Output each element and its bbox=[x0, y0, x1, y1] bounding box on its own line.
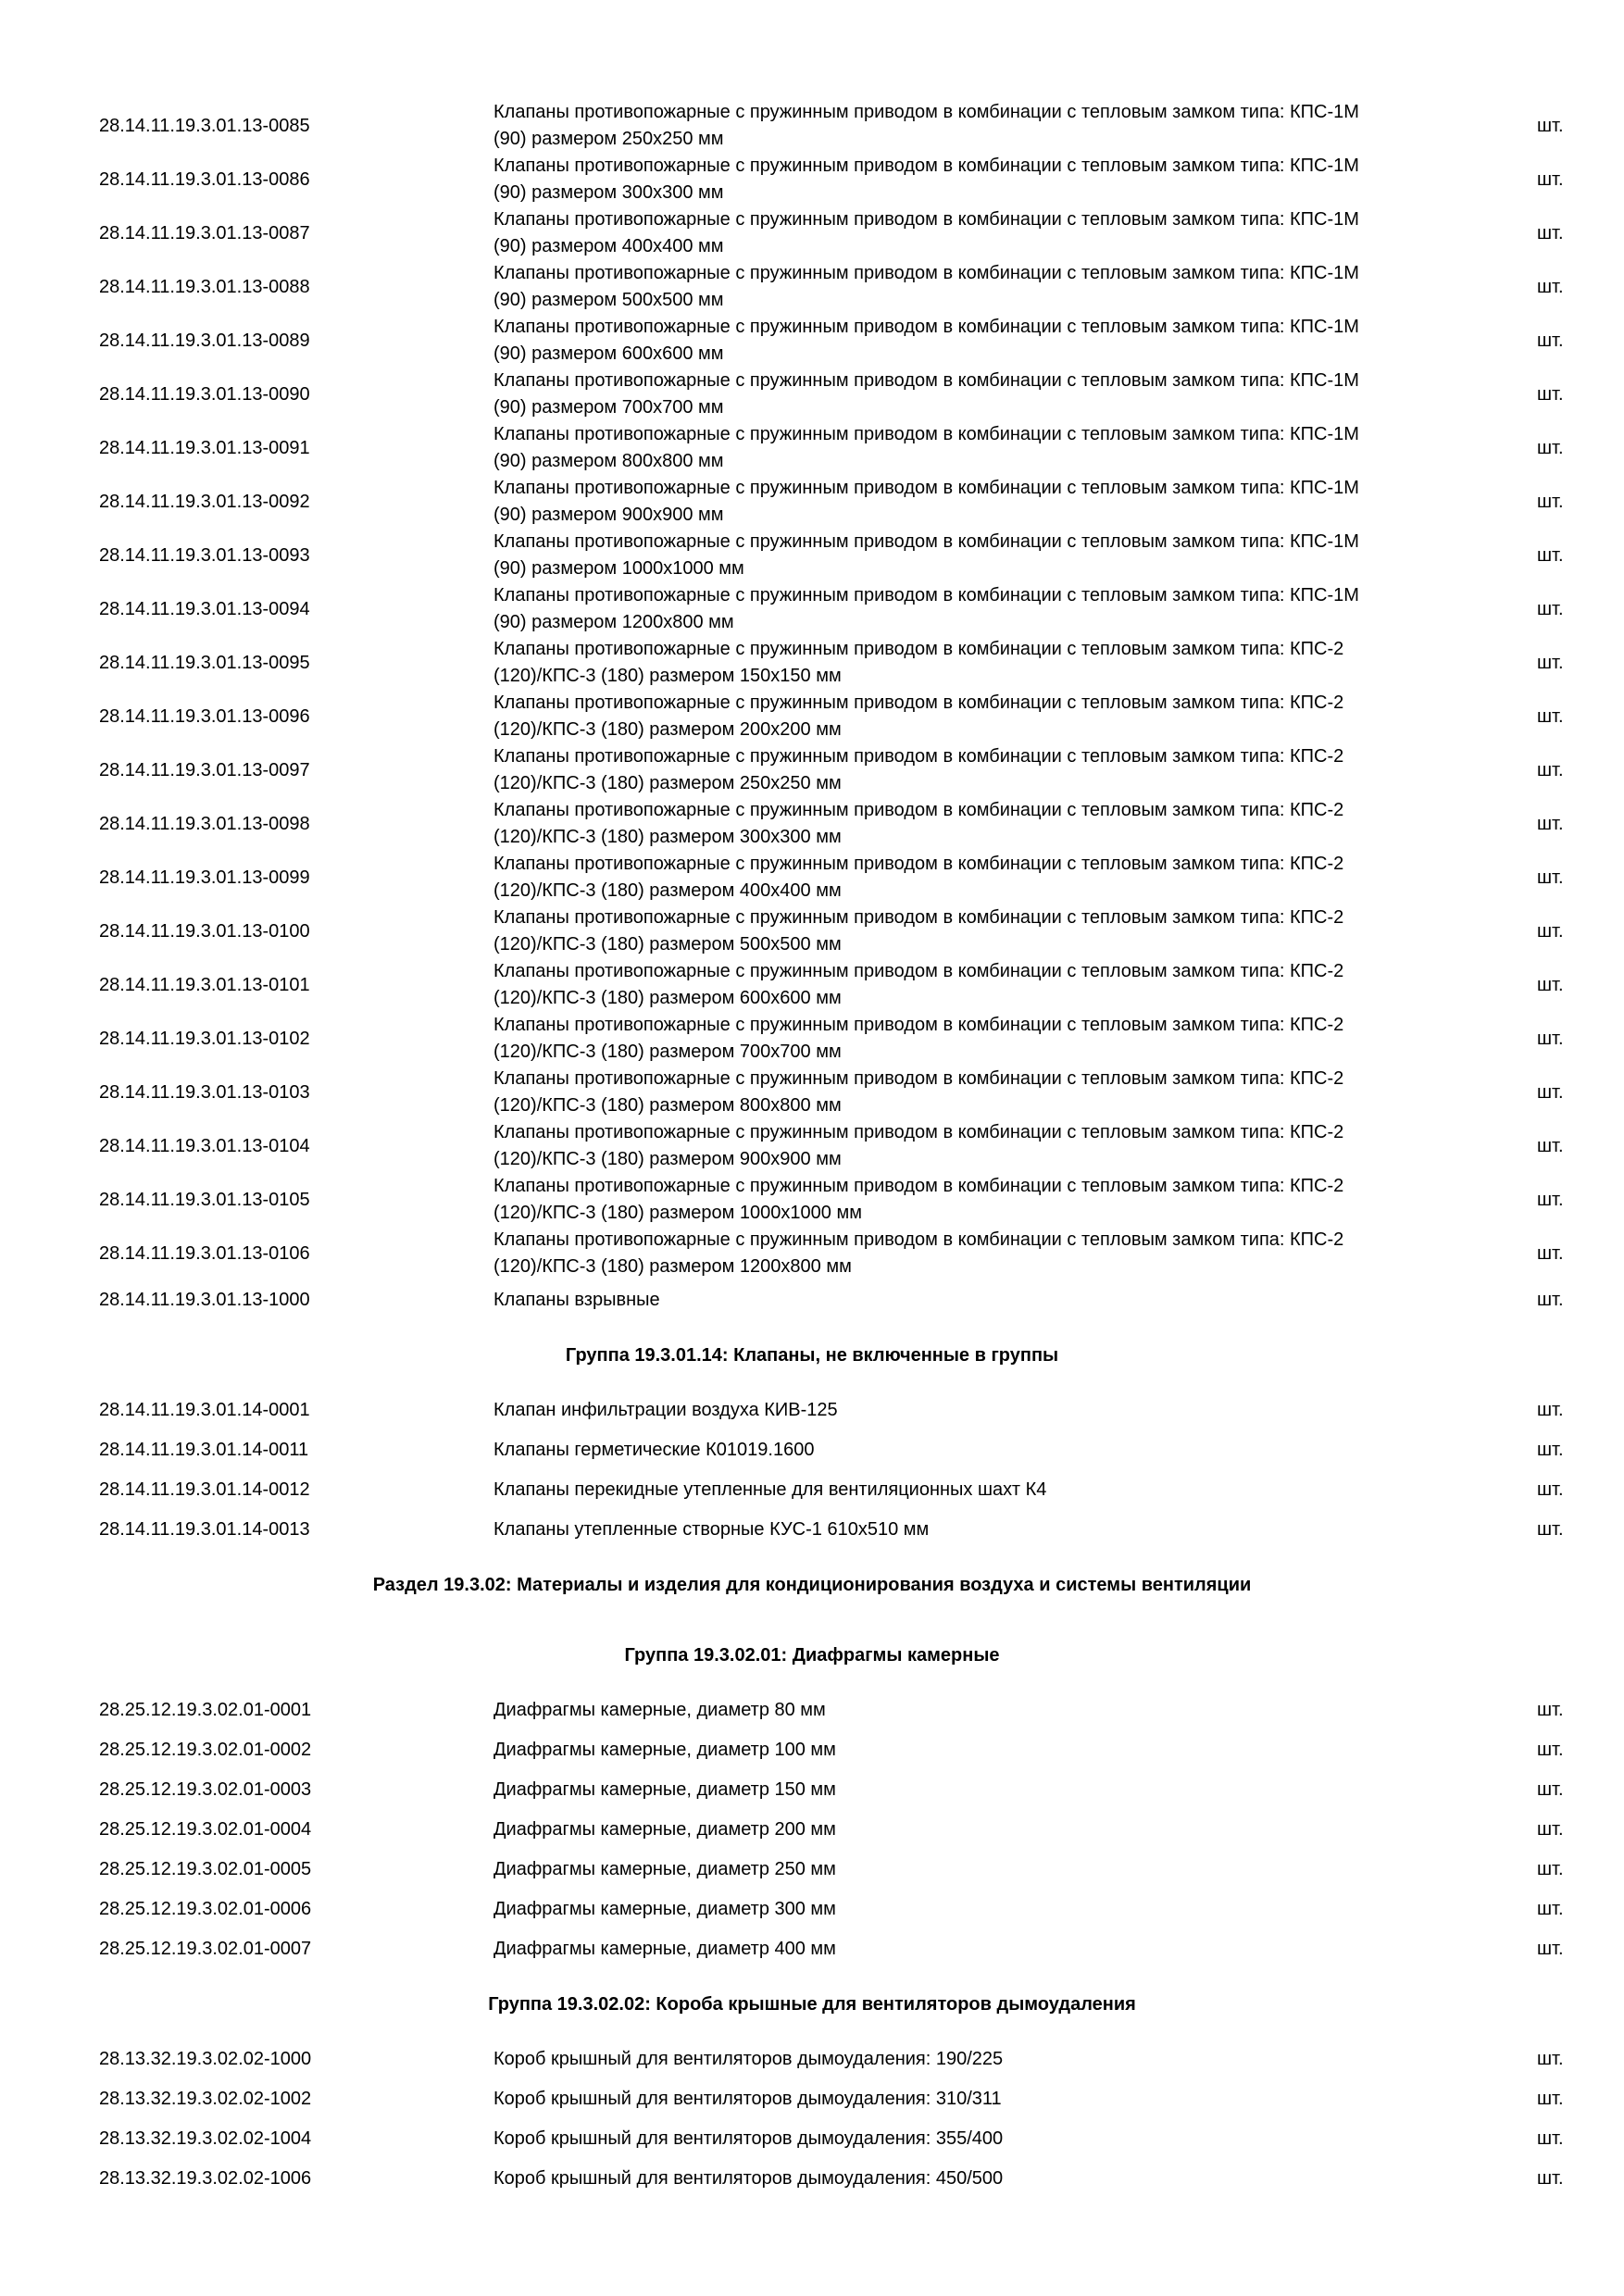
item-description bbox=[493, 475, 1493, 529]
item-description bbox=[493, 314, 1493, 368]
item-code: 28.14.11.19.3.01.13-0102 bbox=[99, 1028, 310, 1049]
description-line: (90) размером 700x700 мм bbox=[493, 397, 724, 418]
item-code: 28.14.11.19.3.01.13-0092 bbox=[99, 491, 310, 512]
item-description bbox=[493, 958, 1493, 1012]
item-description bbox=[493, 1012, 1493, 1066]
item-unit: шт. bbox=[1537, 168, 1564, 190]
item-code: 28.14.11.19.3.01.13-0105 bbox=[99, 1189, 310, 1210]
item-description bbox=[493, 529, 1493, 582]
item-code: 28.14.11.19.3.01.13-0106 bbox=[99, 1242, 310, 1264]
description-line: Клапаны противопожарные с пружинным приводом в комбинации с тепловым замком типа: КПС-1М bbox=[493, 531, 1359, 552]
description-line: Клапаны взрывные bbox=[493, 1290, 660, 1310]
item-description bbox=[493, 2159, 1493, 2199]
description-line: Короб крышный для вентиляторов дымоудаления: 310/311 bbox=[493, 2089, 1002, 2109]
table-row bbox=[0, 1227, 1624, 1280]
description-line: Диафрагмы камерные, диаметр 100 мм bbox=[493, 1740, 836, 1760]
item-code: 28.14.11.19.3.01.13-0097 bbox=[99, 759, 310, 780]
item-unit: шт. bbox=[1537, 1135, 1564, 1156]
table-row bbox=[0, 260, 1624, 314]
table-row bbox=[0, 797, 1624, 851]
item-code: 28.14.11.19.3.01.13-0091 bbox=[99, 437, 310, 458]
description-line: Клапаны перекидные утепленные для вентиляционных шахт К4 bbox=[493, 1479, 1047, 1500]
item-description bbox=[493, 153, 1493, 206]
item-code: 28.13.32.19.3.02.02-1002 bbox=[99, 2089, 312, 2109]
description-line: (120)/КПС-3 (180) размером 1200x800 мм bbox=[493, 1256, 852, 1277]
item-description bbox=[493, 1430, 1493, 1470]
description-line: (90) размером 500x500 мм bbox=[493, 290, 724, 310]
item-code: 28.14.11.19.3.01.14-0012 bbox=[99, 1479, 310, 1500]
table-row bbox=[0, 1391, 1624, 1430]
table-row bbox=[0, 368, 1624, 421]
item-code: 28.14.11.19.3.01.13-0101 bbox=[99, 974, 310, 995]
item-description bbox=[493, 1280, 1493, 1320]
item-description bbox=[493, 1173, 1493, 1227]
description-line: Короб крышный для вентиляторов дымоудаления: 190/225 bbox=[493, 2049, 1004, 2069]
group-heading: Группа 19.3.02.01: Диафрагмы камерные bbox=[624, 1644, 1000, 1666]
item-description bbox=[493, 1929, 1493, 1969]
item-description bbox=[493, 582, 1493, 636]
item-description bbox=[493, 2119, 1493, 2159]
item-unit: шт. bbox=[1537, 1899, 1564, 1919]
item-code: 28.14.11.19.3.01.14-0013 bbox=[99, 1519, 310, 1540]
item-code: 28.13.32.19.3.02.02-1004 bbox=[99, 2128, 312, 2149]
description-line: (90) размером 800x800 мм bbox=[493, 451, 724, 471]
item-description bbox=[493, 2079, 1493, 2119]
item-description bbox=[493, 1730, 1493, 1770]
description-line: Диафрагмы камерные, диаметр 250 мм bbox=[493, 1859, 836, 1879]
item-description bbox=[493, 1066, 1493, 1119]
table-row bbox=[0, 1119, 1624, 1173]
item-unit: шт. bbox=[1537, 705, 1564, 727]
item-unit: шт. bbox=[1537, 652, 1564, 673]
item-description bbox=[493, 1691, 1493, 1730]
description-line: (120)/КПС-3 (180) размером 300x300 мм bbox=[493, 827, 842, 847]
description-line: Клапаны противопожарные с пружинным приводом в комбинации с тепловым замком типа: КПС-2 bbox=[493, 1176, 1344, 1196]
description-line: Клапаны противопожарные с пружинным приводом в комбинации с тепловым замком типа: КПС-2 bbox=[493, 907, 1344, 928]
item-unit: шт. bbox=[1537, 1242, 1564, 1264]
document-page bbox=[0, 99, 1624, 2199]
item-code: 28.14.11.19.3.01.13-0100 bbox=[99, 920, 310, 942]
description-line: (90) размером 250x250 мм bbox=[493, 129, 724, 149]
table-row bbox=[0, 582, 1624, 636]
item-description bbox=[493, 1510, 1493, 1550]
item-unit: шт. bbox=[1537, 813, 1564, 834]
item-description bbox=[493, 743, 1493, 797]
item-unit: шт. bbox=[1537, 1859, 1564, 1879]
item-code: 28.14.11.19.3.01.13-0103 bbox=[99, 1081, 310, 1103]
description-line: Клапаны герметические К01019.1600 bbox=[493, 1440, 815, 1460]
description-line: Клапаны утепленные створные КУС-1 610x510 мм bbox=[493, 1519, 930, 1540]
description-line: Клапаны противопожарные с пружинным приводом в комбинации с тепловым замком типа: КПС-2 bbox=[493, 1229, 1344, 1250]
item-code: 28.25.12.19.3.02.01-0007 bbox=[99, 1939, 312, 1959]
description-line: Клапаны противопожарные с пружинным приводом в комбинации с тепловым замком типа: КПС-1М bbox=[493, 478, 1359, 498]
table-row bbox=[0, 1173, 1624, 1227]
group-heading: Группа 19.3.01.14: Клапаны, не включенные в группы bbox=[565, 1344, 1059, 1366]
description-line: (120)/КПС-3 (180) размером 700x700 мм bbox=[493, 1042, 842, 1062]
item-description bbox=[493, 2040, 1493, 2079]
description-line: Клапаны противопожарные с пружинным приводом в комбинации с тепловым замком типа: КПС-2 bbox=[493, 1015, 1344, 1035]
section-heading: Раздел 19.3.02: Материалы и изделия для кондиционирования воздуха и системы вентиляции bbox=[372, 1574, 1252, 1595]
item-unit: шт. bbox=[1537, 1740, 1564, 1760]
table-row bbox=[0, 99, 1624, 153]
table-row bbox=[0, 1890, 1624, 1929]
item-code: 28.14.11.19.3.01.14-0001 bbox=[99, 1400, 310, 1420]
item-code: 28.25.12.19.3.02.01-0001 bbox=[99, 1700, 312, 1720]
item-description bbox=[493, 1850, 1493, 1890]
item-unit: шт. bbox=[1537, 1819, 1564, 1840]
table-row bbox=[0, 314, 1624, 368]
table-row bbox=[0, 529, 1624, 582]
table-row bbox=[0, 1430, 1624, 1470]
item-description bbox=[493, 1810, 1493, 1850]
description-line: Короб крышный для вентиляторов дымоудаления: 355/400 bbox=[493, 2128, 1004, 2149]
description-line: (120)/КПС-3 (180) размером 900x900 мм bbox=[493, 1149, 842, 1169]
item-code: 28.14.11.19.3.01.13-1000 bbox=[99, 1290, 310, 1310]
description-line: Клапаны противопожарные с пружинным приводом в комбинации с тепловым замком типа: КПС-1М bbox=[493, 102, 1359, 122]
item-code: 28.14.11.19.3.01.14-0011 bbox=[99, 1440, 309, 1460]
item-description bbox=[493, 1391, 1493, 1430]
item-description bbox=[493, 1770, 1493, 1810]
description-line: (90) размером 300x300 мм bbox=[493, 182, 724, 203]
description-line: Клапаны противопожарные с пружинным приводом в комбинации с тепловым замком типа: КПС-2 bbox=[493, 746, 1344, 767]
description-line: Клапаны противопожарные с пружинным приводом в комбинации с тепловым замком типа: КПС-1М bbox=[493, 317, 1359, 337]
item-code: 28.14.11.19.3.01.13-0093 bbox=[99, 544, 310, 566]
table-row bbox=[0, 851, 1624, 905]
description-line: Клапаны противопожарные с пружинным приводом в комбинации с тепловым замком типа: КПС-1М bbox=[493, 156, 1359, 176]
item-code: 28.25.12.19.3.02.01-0004 bbox=[99, 1819, 312, 1840]
table-row bbox=[0, 1810, 1624, 1850]
description-line: Клапаны противопожарные с пружинным приводом в комбинации с тепловым замком типа: КПС-2 bbox=[493, 1122, 1344, 1142]
item-code: 28.14.11.19.3.01.13-0090 bbox=[99, 383, 310, 405]
item-unit: шт. bbox=[1537, 1700, 1564, 1720]
table-row bbox=[0, 1470, 1624, 1510]
item-code: 28.14.11.19.3.01.13-0095 bbox=[99, 652, 310, 673]
table-row bbox=[0, 421, 1624, 475]
description-line: Клапаны противопожарные с пружинным приводом в комбинации с тепловым замком типа: КПС-1М bbox=[493, 370, 1359, 391]
item-unit: шт. bbox=[1537, 1028, 1564, 1049]
description-line: (120)/КПС-3 (180) размером 200x200 мм bbox=[493, 719, 842, 740]
item-unit: шт. bbox=[1537, 1081, 1564, 1103]
table-row bbox=[0, 2159, 1624, 2199]
item-description bbox=[493, 206, 1493, 260]
description-line: (90) размером 1200x800 мм bbox=[493, 612, 734, 632]
table-row bbox=[0, 1929, 1624, 1969]
description-line: Клапаны противопожарные с пружинным приводом в комбинации с тепловым замком типа: КПС-2 bbox=[493, 639, 1344, 659]
item-description bbox=[493, 797, 1493, 851]
item-unit: шт. bbox=[1537, 1479, 1564, 1500]
description-line: (120)/КПС-3 (180) размером 250x250 мм bbox=[493, 773, 842, 793]
item-code: 28.14.11.19.3.01.13-0089 bbox=[99, 330, 310, 351]
description-line: Клапан инфильтрации воздуха КИВ-125 bbox=[493, 1400, 838, 1420]
description-line: Короб крышный для вентиляторов дымоудаления: 450/500 bbox=[493, 2168, 1004, 2189]
item-code: 28.14.11.19.3.01.13-0096 bbox=[99, 705, 310, 727]
description-line: Клапаны противопожарные с пружинным приводом в комбинации с тепловым замком типа: КПС-2 bbox=[493, 693, 1344, 713]
table-row bbox=[0, 743, 1624, 797]
description-line: Диафрагмы камерные, диаметр 150 мм bbox=[493, 1779, 836, 1800]
description-line: (90) размером 900x900 мм bbox=[493, 505, 724, 525]
item-unit: шт. bbox=[1537, 330, 1564, 351]
item-code: 28.14.11.19.3.01.13-0085 bbox=[99, 115, 310, 136]
group-heading: Группа 19.3.02.02: Короба крышные для вентиляторов дымоудаления bbox=[488, 1993, 1136, 2015]
description-line: (90) размером 1000x1000 мм bbox=[493, 558, 744, 579]
table-row bbox=[0, 1770, 1624, 1810]
table-row bbox=[0, 2079, 1624, 2119]
description-line: (90) размером 600x600 мм bbox=[493, 343, 724, 364]
item-unit: шт. bbox=[1537, 383, 1564, 405]
description-line: (90) размером 400x400 мм bbox=[493, 236, 724, 256]
description-line: (120)/КПС-3 (180) размером 600x600 мм bbox=[493, 988, 842, 1008]
table-row bbox=[0, 2119, 1624, 2159]
item-description bbox=[493, 368, 1493, 421]
table-row bbox=[0, 636, 1624, 690]
item-description bbox=[493, 851, 1493, 905]
table-row bbox=[0, 1850, 1624, 1890]
table-row bbox=[0, 958, 1624, 1012]
table-row bbox=[0, 1012, 1624, 1066]
description-line: Клапаны противопожарные с пружинным приводом в комбинации с тепловым замком типа: КПС-2 bbox=[493, 961, 1344, 981]
item-description bbox=[493, 1890, 1493, 1929]
description-line: (120)/КПС-3 (180) размером 1000x1000 мм bbox=[493, 1203, 862, 1223]
item-code: 28.25.12.19.3.02.01-0003 bbox=[99, 1779, 312, 1800]
item-unit: шт. bbox=[1537, 2089, 1564, 2109]
item-description bbox=[493, 905, 1493, 958]
description-line: (120)/КПС-3 (180) размером 400x400 мм bbox=[493, 880, 842, 901]
item-code: 28.14.11.19.3.01.13-0094 bbox=[99, 598, 310, 619]
item-unit: шт. bbox=[1537, 920, 1564, 942]
item-unit: шт. bbox=[1537, 2049, 1564, 2069]
item-description bbox=[493, 1470, 1493, 1510]
table-row bbox=[0, 690, 1624, 743]
item-code: 28.13.32.19.3.02.02-1006 bbox=[99, 2168, 312, 2189]
item-description bbox=[493, 1227, 1493, 1280]
description-line: Диафрагмы камерные, диаметр 80 мм bbox=[493, 1700, 826, 1720]
item-code: 28.14.11.19.3.01.13-0086 bbox=[99, 168, 310, 190]
table-row bbox=[0, 206, 1624, 260]
item-code: 28.25.12.19.3.02.01-0006 bbox=[99, 1899, 312, 1919]
table-row bbox=[0, 905, 1624, 958]
item-code: 28.25.12.19.3.02.01-0005 bbox=[99, 1859, 312, 1879]
item-unit: шт. bbox=[1537, 1400, 1564, 1420]
item-unit: шт. bbox=[1537, 1779, 1564, 1800]
table-row bbox=[0, 1280, 1624, 1320]
item-description bbox=[493, 99, 1493, 153]
item-code: 28.14.11.19.3.01.13-0099 bbox=[99, 867, 310, 888]
item-unit: шт. bbox=[1537, 222, 1564, 243]
table-row bbox=[0, 1066, 1624, 1119]
description-line: Диафрагмы камерные, диаметр 300 мм bbox=[493, 1899, 836, 1919]
description-line: Клапаны противопожарные с пружинным приводом в комбинации с тепловым замком типа: КПС-1М bbox=[493, 424, 1359, 444]
item-unit: шт. bbox=[1537, 598, 1564, 619]
item-unit: шт. bbox=[1537, 1440, 1564, 1460]
description-line: Клапаны противопожарные с пружинным приводом в комбинации с тепловым замком типа: КПС-1М bbox=[493, 585, 1359, 605]
item-description bbox=[493, 1119, 1493, 1173]
item-description bbox=[493, 421, 1493, 475]
table-row bbox=[0, 475, 1624, 529]
item-unit: шт. bbox=[1537, 276, 1564, 297]
item-unit: шт. bbox=[1537, 759, 1564, 780]
item-code: 28.14.11.19.3.01.13-0088 bbox=[99, 276, 310, 297]
item-unit: шт. bbox=[1537, 544, 1564, 566]
description-line: Клапаны противопожарные с пружинным приводом в комбинации с тепловым замком типа: КПС-2 bbox=[493, 800, 1344, 820]
description-line: (120)/КПС-3 (180) размером 500x500 мм bbox=[493, 934, 842, 955]
item-unit: шт. bbox=[1537, 974, 1564, 995]
item-unit: шт. bbox=[1537, 1519, 1564, 1540]
item-unit: шт. bbox=[1537, 437, 1564, 458]
item-unit: шт. bbox=[1537, 1290, 1564, 1310]
table-row bbox=[0, 2040, 1624, 2079]
item-code: 28.13.32.19.3.02.02-1000 bbox=[99, 2049, 312, 2069]
item-code: 28.14.11.19.3.01.13-0098 bbox=[99, 813, 310, 834]
item-description bbox=[493, 690, 1493, 743]
table-row bbox=[0, 1730, 1624, 1770]
description-line: (120)/КПС-3 (180) размером 150x150 мм bbox=[493, 666, 842, 686]
table-row bbox=[0, 1510, 1624, 1550]
item-unit: шт. bbox=[1537, 491, 1564, 512]
table-row bbox=[0, 153, 1624, 206]
description-line: Клапаны противопожарные с пружинным приводом в комбинации с тепловым замком типа: КПС-1М bbox=[493, 263, 1359, 283]
item-code: 28.14.11.19.3.01.13-0104 bbox=[99, 1135, 310, 1156]
description-line: Клапаны противопожарные с пружинным приводом в комбинации с тепловым замком типа: КПС-1М bbox=[493, 209, 1359, 230]
description-line: Диафрагмы камерные, диаметр 200 мм bbox=[493, 1819, 836, 1840]
description-line: Клапаны противопожарные с пружинным приводом в комбинации с тепловым замком типа: КПС-2 bbox=[493, 1068, 1344, 1089]
item-unit: шт. bbox=[1537, 1189, 1564, 1210]
item-unit: шт. bbox=[1537, 115, 1564, 136]
item-unit: шт. bbox=[1537, 2168, 1564, 2189]
item-description bbox=[493, 636, 1493, 690]
item-code: 28.14.11.19.3.01.13-0087 bbox=[99, 222, 310, 243]
item-description bbox=[493, 260, 1493, 314]
item-unit: шт. bbox=[1537, 867, 1564, 888]
item-code: 28.25.12.19.3.02.01-0002 bbox=[99, 1740, 312, 1760]
description-line: (120)/КПС-3 (180) размером 800x800 мм bbox=[493, 1095, 842, 1116]
description-line: Диафрагмы камерные, диаметр 400 мм bbox=[493, 1939, 836, 1959]
item-unit: шт. bbox=[1537, 1939, 1564, 1959]
item-unit: шт. bbox=[1537, 2128, 1564, 2149]
table-row bbox=[0, 1691, 1624, 1730]
description-line: Клапаны противопожарные с пружинным приводом в комбинации с тепловым замком типа: КПС-2 bbox=[493, 854, 1344, 874]
